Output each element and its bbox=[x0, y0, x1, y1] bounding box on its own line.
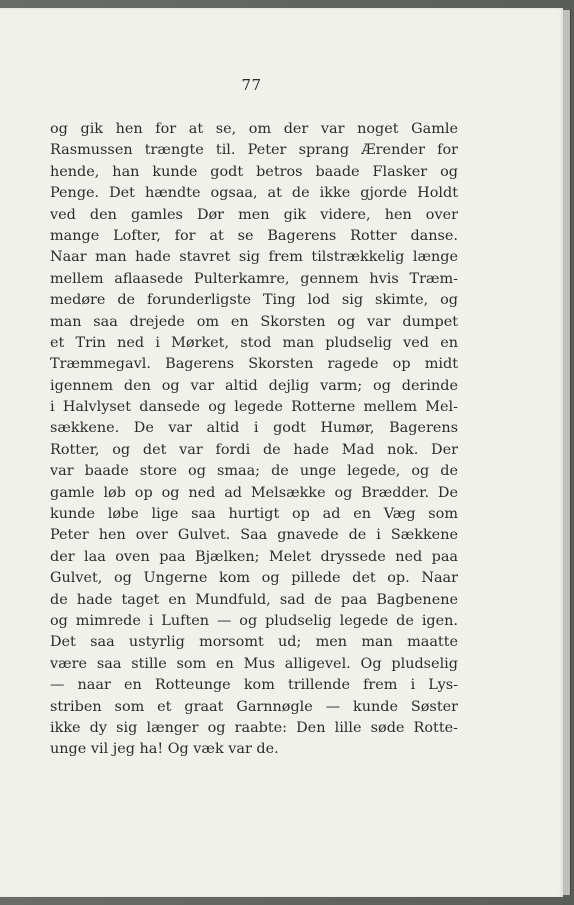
text-line: man saa drejede om en Skorsten og var dumpet bbox=[50, 313, 458, 330]
text-line: i Halvlyset dansede og legede Rotterne mellem Mel- bbox=[50, 399, 458, 416]
text-line: mellem aflaasede Pulterkamre, gennem hvis Træm- bbox=[50, 270, 458, 287]
text-line-last: unge vil jeg ha! Og væk var de. bbox=[50, 741, 279, 758]
text-line: Rotter, og det var fordi de hade Mad nok. Der bbox=[50, 441, 458, 458]
page-stack-edge bbox=[563, 10, 571, 895]
text-line: hende, han kunde godt betros baade Flasker og bbox=[50, 163, 458, 180]
body-text bbox=[50, 119, 458, 761]
text-line: — naar en Rotteunge kom trillende frem i Lys- bbox=[50, 677, 458, 694]
text-line: kunde løbe lige saa hurtigt op ad en Væg som bbox=[50, 506, 458, 523]
text-line: ikke dy sig længer og raabte: Den lille søde Rotte- bbox=[50, 719, 458, 736]
text-line: Det saa ustyrlig morsomt ud; men man maatte bbox=[50, 634, 458, 651]
text-line: medøre de forunderligste Ting lod sig skimte, og bbox=[50, 292, 458, 309]
text-line: Rasmussen trængte til. Peter sprang Ærender for bbox=[50, 142, 458, 159]
text-line: Penge. Det hændte ogsaa, at de ikke gjorde Holdt bbox=[50, 185, 458, 202]
text-line: de hade taget en Mundfuld, sad de paa Bagbenene bbox=[50, 591, 458, 608]
text-line: var baade store og smaa; de unge legede, og de bbox=[50, 463, 458, 480]
book-page bbox=[0, 8, 563, 897]
text-line: ved den gamles Dør men gik videre, hen over bbox=[50, 206, 458, 223]
text-line: være saa stille som en Mus alligevel. Og pludselig bbox=[50, 655, 458, 672]
text-line: striben som et graat Garnnøgle — kunde Søster bbox=[50, 698, 458, 715]
text-line: Gulvet, og Ungerne kom og pillede det op. Naar bbox=[50, 570, 458, 587]
text-line: et Trin ned i Mørket, stod man pludselig ved en bbox=[50, 334, 458, 351]
text-line: igennem den og var altid dejlig varm; og derinde bbox=[50, 377, 458, 394]
text-line: der laa oven paa Bjælken; Melet dryssede ned paa bbox=[50, 548, 458, 565]
page-number: 77 bbox=[241, 76, 262, 94]
text-line: gamle løb op og ned ad Melsække og Brædder. De bbox=[50, 484, 458, 501]
text-line: mange Lofter, for at se Bagerens Rotter danse. bbox=[50, 227, 458, 244]
text-line: Peter hen over Gulvet. Saa gnavede de i Sækkene bbox=[50, 527, 458, 544]
text-line: sækkene. De var altid i godt Humør, Bagerens bbox=[50, 420, 458, 437]
text-line: og mimrede i Luften — og pludselig legede de igen. bbox=[50, 612, 458, 629]
text-line: og gik hen for at se, om der var noget Gamle bbox=[50, 121, 458, 137]
text-line: Naar man hade stavret sig frem tilstrækkelig længe bbox=[50, 249, 458, 266]
text-line: Træmmegavl. Bagerens Skorsten ragede op midt bbox=[50, 356, 458, 373]
